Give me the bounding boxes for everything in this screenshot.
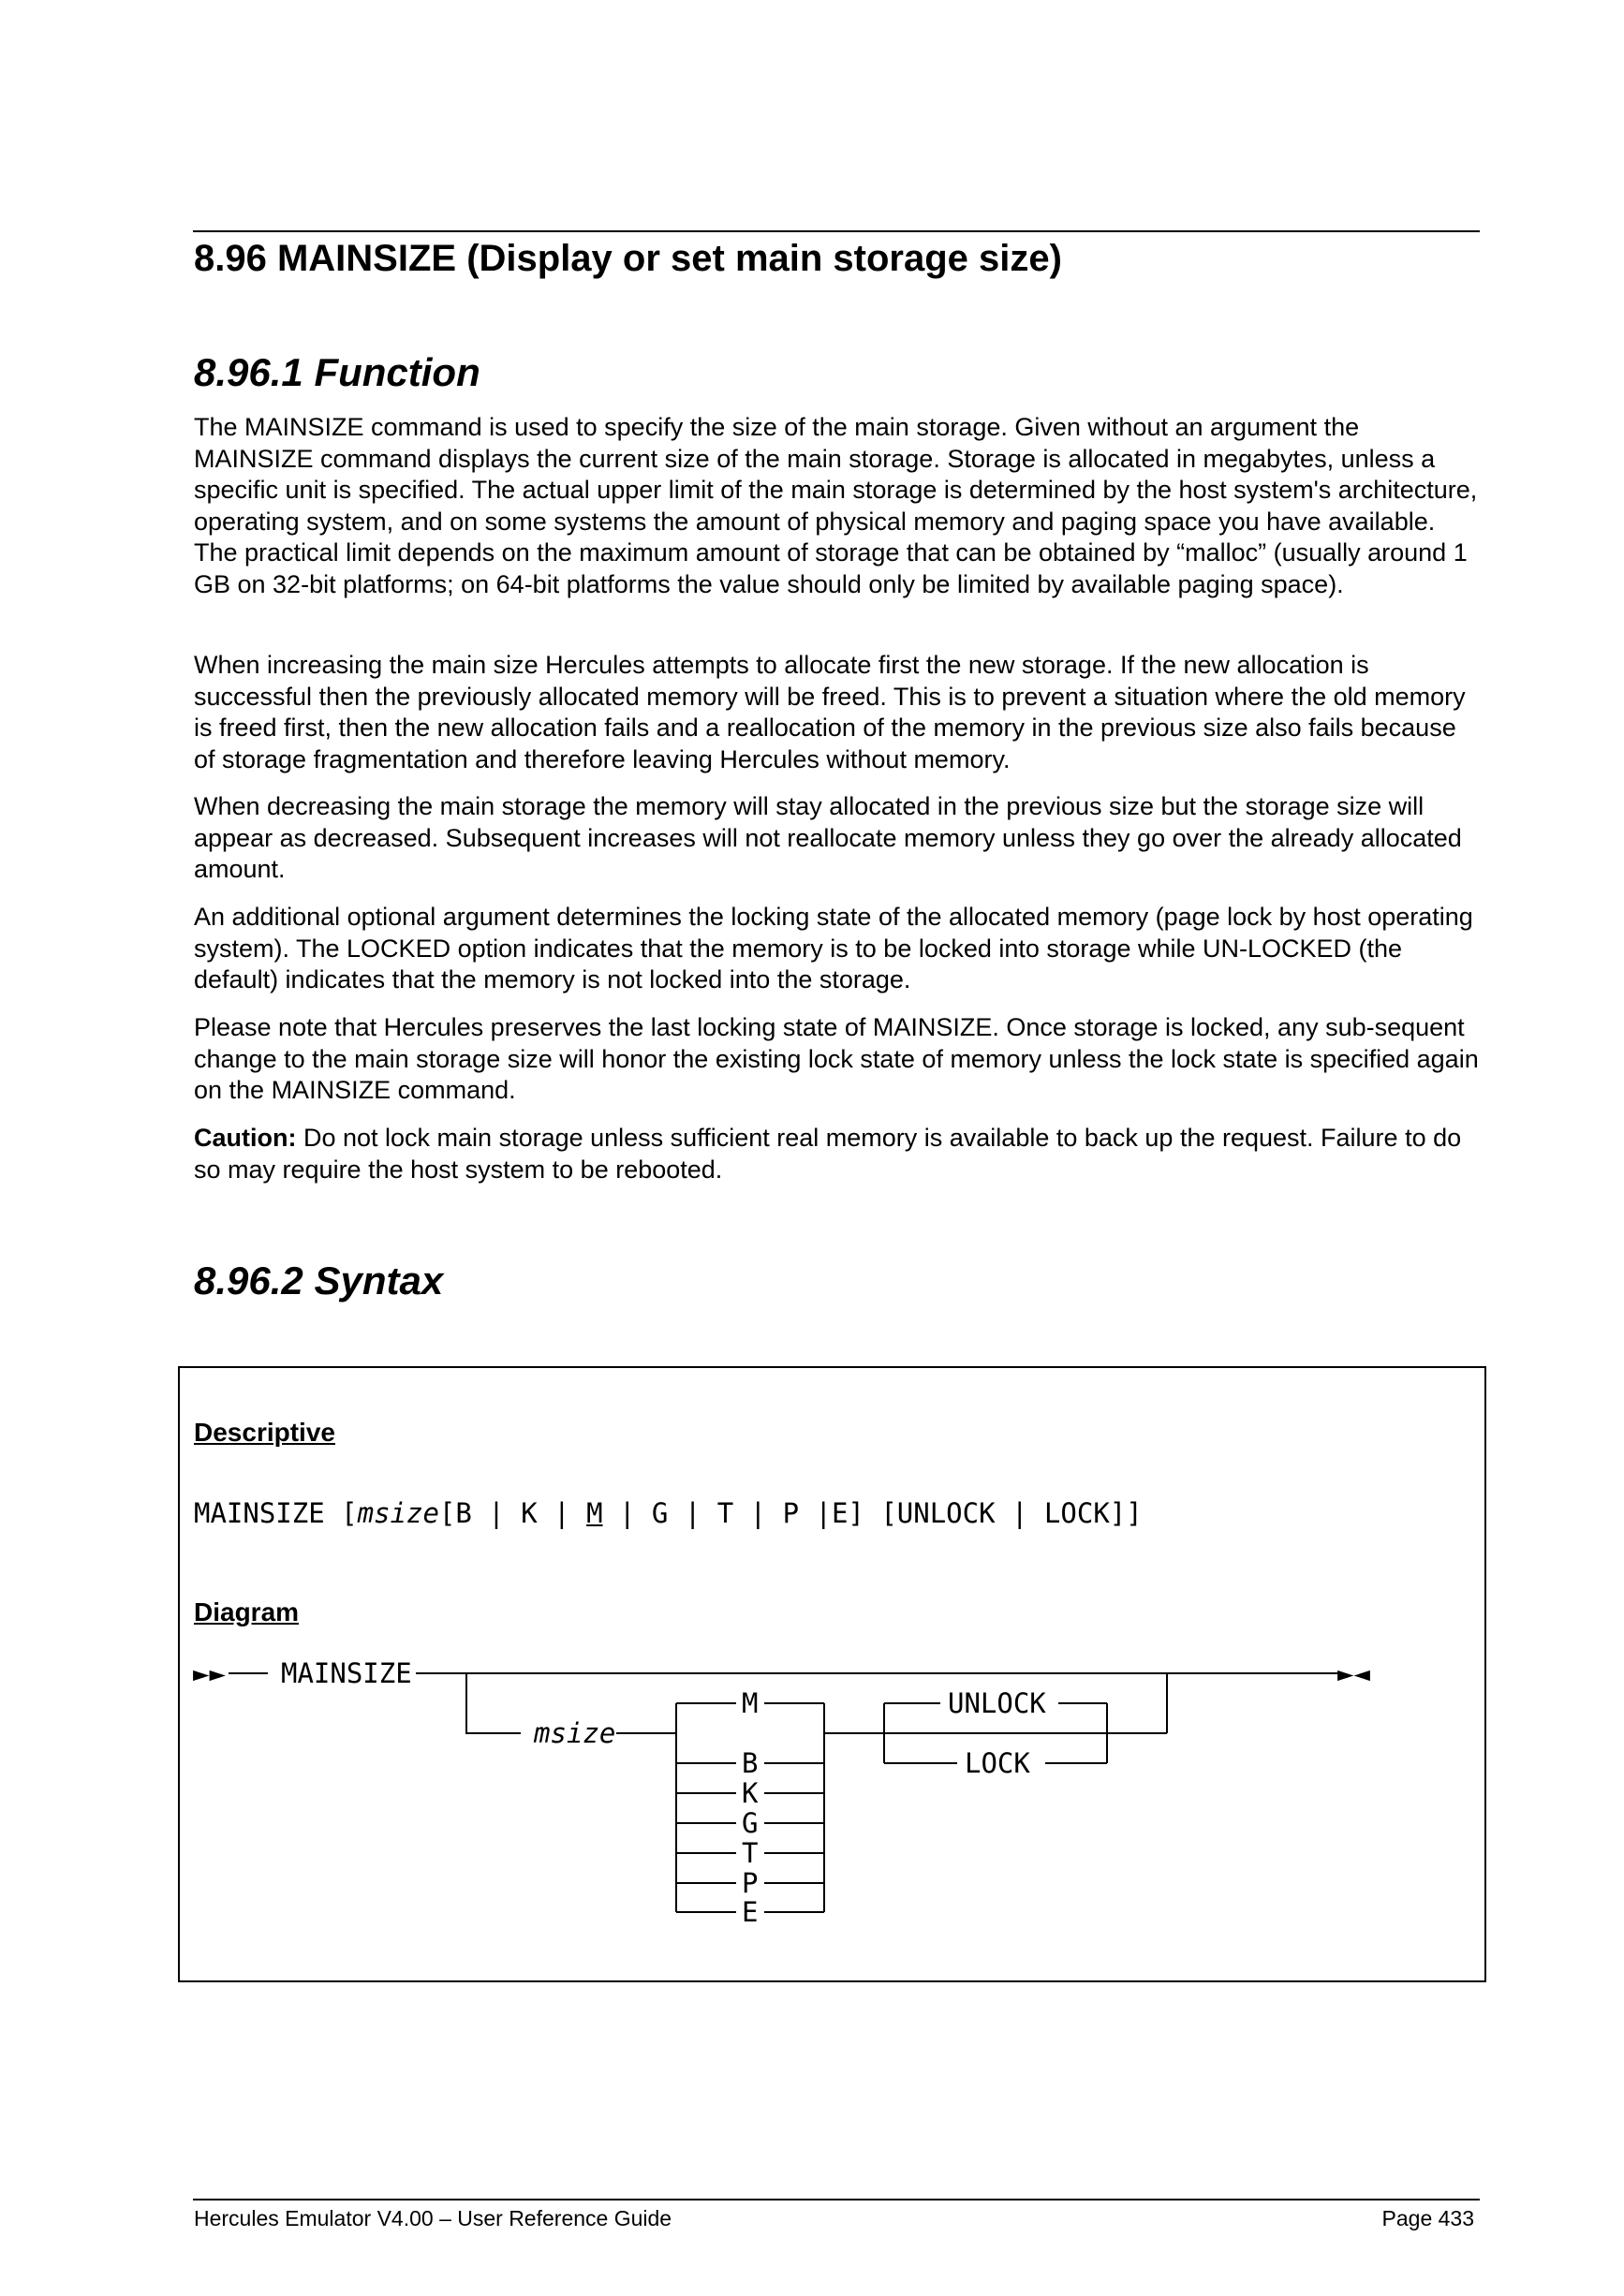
section-title: 8.96 MAINSIZE (Display or set main storage size) — [194, 238, 1062, 279]
descriptive-var: msize — [357, 1497, 439, 1529]
caution-text: Do not lock main storage unless sufficient real memory is available to back up the request. Failure to do so may require the host system to be rebooted. — [194, 1124, 1462, 1184]
function-paragraph-2: When increasing the main size Hercules attempts to allocate first the new storage. If the new allocation is successful then the previously allocated memory will be freed. This is to prevent a situation where the old memory is freed first, then the new allocation fails and a reallocation of the memory in the previous size also fails because of storage fragmentation and therefore leaving Hercules without memory. — [194, 651, 1466, 773]
function-heading: 8.96.1 Function — [194, 350, 480, 394]
descriptive-default-unit: M — [586, 1497, 603, 1529]
diagram-command: MAINSIZE — [281, 1657, 412, 1689]
diagram-unit-m: M — [742, 1687, 759, 1719]
footer-rule — [193, 2199, 1480, 2200]
diagram-end-marker: ►◄ — [1337, 1657, 1370, 1689]
footer-title: Hercules Emulator V4.00 – User Reference Guide — [194, 2206, 672, 2230]
diagram-unit-p: P — [742, 1867, 759, 1899]
diagram-label: Diagram — [194, 1597, 300, 1626]
diagram-unit-g: G — [742, 1807, 759, 1839]
diagram-variable: msize — [534, 1717, 616, 1749]
syntax-heading: 8.96.2 Syntax — [194, 1258, 444, 1303]
diagram-option-lock: LOCK — [965, 1747, 1030, 1779]
descriptive-part2: | G | T | P |E] [UNLOCK | LOCK]] — [602, 1497, 1143, 1529]
descriptive-label: Descriptive — [194, 1418, 335, 1447]
function-paragraph-4: An additional optional argument determines the locking state of the allocated memory (page lock by host operating system). The LOCKED option indicates that the memory is to be locked into storage while UN-LOCKED (the default) indicates that the memory is not locked into the storage. — [194, 903, 1473, 993]
function-paragraph-3: When decreasing the main storage the memory will stay allocated in the previous size but the storage size will appear as decreased. Subsequent increases will not reallocate memory unless they go over the already allocated amount. — [194, 792, 1462, 883]
diagram-unit-b: B — [742, 1747, 759, 1779]
descriptive-part1: [B | K | — [438, 1497, 587, 1529]
diagram-unit-e: E — [742, 1896, 759, 1928]
function-paragraph-1: The MAINSIZE command is used to specify the size of the main storage. Given without an argument the MAINSIZE command displays the current size of the main storage. Storage is allocated in megabytes, unless a specific unit is specified. The actual upper limit of the main storage is determined by the host system's architecture, operating system, and on some systems the amount of physical memory and paging space you have available. The practical limit depends on the maximum amount of storage that can be obtained by “malloc” (usually around 1 GB on 32-bit platforms; on 64-bit platforms the value should only be limited by available paging space). — [194, 413, 1478, 598]
diagram-lines — [229, 1673, 1339, 1912]
diagram-start-marker: ►► — [193, 1657, 226, 1689]
diagram-option-unlock: UNLOCK — [948, 1687, 1046, 1719]
page-number: Page 433 — [1381, 2206, 1474, 2230]
function-paragraph-5: Please note that Hercules preserves the last locking state of MAINSIZE. Once storage is locked, any sub-sequent change to the main storage size will honor the existing lock state of memory unless the lock state is specified again on the MAINSIZE command. — [194, 1013, 1479, 1104]
caution-label: Caution: — [194, 1124, 297, 1152]
diagram-unit-k: K — [742, 1777, 759, 1809]
diagram-unit-t: T — [742, 1837, 759, 1869]
descriptive-cmd: MAINSIZE [ — [194, 1497, 358, 1529]
